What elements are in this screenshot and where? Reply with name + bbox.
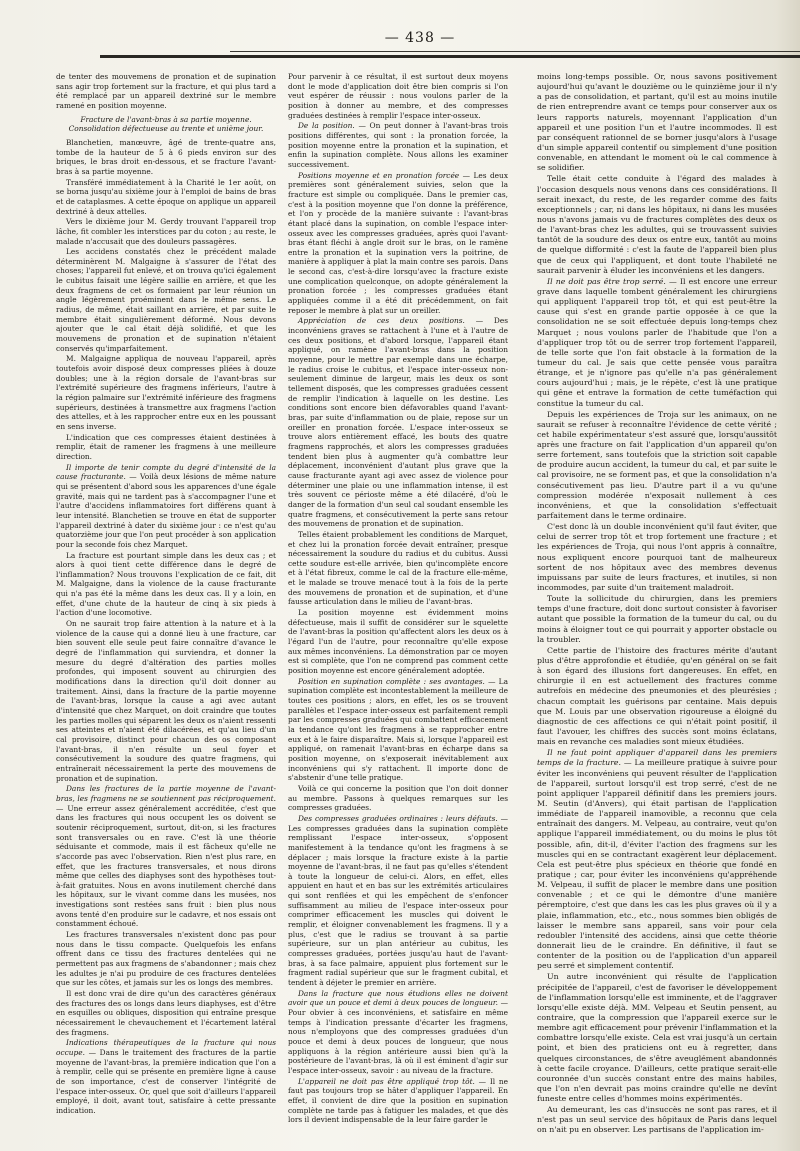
paragraph bbox=[537, 1105, 777, 1135]
paragraph-text: Au demeurant, les cas d'insuccès ne sont pas rares, et il n'est pas un seul service des hôpitaux de Paris dans lequel on n'ait pu en observer. Les partisans de l'application im- bbox=[537, 1105, 777, 1135]
paragraph bbox=[537, 72, 777, 173]
paragraph-text: — La supination complète est incontestablement la meilleure de toutes ces positions ; alors, en effet, les os se trouvent parallèles et l'espace inter-osseux est parfaitement rempli par les compresses graduées qui combattent efficacement la tendance qu'ont les fragmens à se rapprocher entre eux et à le faire disparaître. Mais si, lorsque l'appareil est appliqué, on ramenait l'avant-bras en écharpe dans sa position moyenne, on s'exposerait inévitablement aux inconvéniens qui s'y rattachent. Il importe donc de s'abstenir d'une telle pratique. bbox=[288, 676, 509, 783]
paragraph bbox=[56, 1038, 276, 1115]
paragraph-text: — Il ne faut pas toujours trop se hâter d'appliquer l'appareil. En effet, il convient de dire que la position en supination complète ne tarde pas à fatiguer les malades, et que dès lors il devient indispensable de la leur faire garder le bbox=[288, 1076, 508, 1125]
paragraph-heading: Il ne faut point appliquer d'appareil dans les premiers temps de la fracture. bbox=[537, 748, 777, 768]
paragraph bbox=[56, 551, 276, 619]
paragraph-text: Il est donc vrai de dire qu'un des caractères généraux des fractures des os longs dans leurs diaphyses, est d'être en esquilles ou obliques, disposition qui entraîne presque nécessairement le chevauchement et l'écartement latéral des fragmens. bbox=[56, 989, 276, 1037]
paragraph bbox=[288, 530, 508, 607]
paragraph bbox=[56, 433, 276, 462]
paragraph bbox=[288, 171, 508, 316]
paragraph bbox=[56, 354, 276, 431]
paragraph bbox=[288, 989, 508, 1076]
paragraph-text: Un autre inconvénient qui résulte de l'application précipitée de l'appareil, c'est de favoriser le développement de l'inflammation lorsqu'elle est imminente, et de l'aggraver lorsqu'elle existe déjà. MM. Velpeau et Seutin pensent, au contraire, que la compression que l'appareil exerce sur le membre agit efficacement pour prévenir l'inflammation et la combattre lorsqu'elle existe. Cela est vrai jusqu'à un certain point, et bien des praticiens ont eu à regretter, dans quelques circonstances, de s'être aveuglément abandonnés à cette facile croyance. D'ailleurs, cette pratique serait-elle couronnée d'un succès constant entre des mains habiles, que l'on n'en devrait pas moins craindre qu'elle ne devînt funeste entre celles d'hommes moins expérimentés. bbox=[537, 972, 777, 1104]
paragraph bbox=[288, 121, 508, 169]
paragraph-text: Telle était cette conduite à l'égard des malades à l'occasion desquels nous venons dans ces considérations. Il serait inexact, du reste, de les regarder comme des faits exceptionnels ; car, ni dans les hôpitaux, ni dans les musées nous n'avons jamais vu de fractures complètes des deux os de l'avant-bras chez les adultes, qui se trouvassent suivies tantôt de la soudure des deux os entre eux, tantôt au moins de quelque difformité : c'est la faute de l'appareil bien plus que de ceux qui l'appliquent, et dont toute l'habileté ne saurait parvenir à éluder les inconvéniens et les dangers. bbox=[537, 174, 777, 275]
paragraph-heading: Dans la fracture que nous étudions elles ne doivent avoir que un pouce et demi à deux pouces de longueur. bbox=[288, 988, 508, 1008]
page-header bbox=[70, 30, 770, 58]
paragraph-heading: Des compresses graduées ordinaires : leurs défauts. bbox=[298, 813, 498, 823]
paragraph bbox=[56, 72, 276, 111]
paragraph bbox=[288, 316, 508, 528]
paragraph-text: — Il est encore une erreur grave dans laquelle tombent généralement les chirurgiens qui appliquent l'appareil trop tôt, et qui est peut-être la cause qui s'est en grande partie opposée à ce que la consolidation ne se soit effectuée depuis long-temps chez Marquet ; nous voulons parler de l'habitude que l'on a d'appliquer trop tôt ou de serrer trop fortement l'appareil, de telle sorte que l'on fait obstacle à la formation de la tumeur du cal. Je sais que cette pensée vous paraîtra étrange, et je n'ignore pas qu'elle n'a pas généralement cours aujourd'hui ; mais, je le répète, c'est là une pratique qui gêne et entrave la formation de cette tuméfaction qui constitue la tumeur du cal. bbox=[537, 276, 777, 408]
paragraph-text: moins long-temps possible. Or, nous savons positivement aujourd'hui qu'avant le douzième ou le quinzième jour il n'y a pas de consolidation, et partant, qu'il est au moins inutile de rien entreprendre avant ce temps pour conserver aux os leurs rapports naturels, moyennant l'application d'un appareil et une position l'un et l'autre incommodes. Il est par conséquent rationnel de se borner jusqu'alors à l'usage d'un simple appareil contentif ou simplement d'une position convenable, en attendant le moment où le cal commence à se solidifier. bbox=[537, 72, 777, 173]
paragraph bbox=[537, 522, 777, 593]
paragraph bbox=[537, 277, 777, 409]
paragraph-text: M. Malgaigne appliqua de nouveau l'appareil, après toutefois avoir disposé deux compresses pliées à douze doubles; une à la région dorsale de l'avant-bras sur l'extrémité supérieure des fragmens inférieurs, l'autre à la région palmaire sur l'extrémité inférieure des fragmens supérieurs, destinées à transmettre aux fragmens l'action des attelles, et à les rapprocher entre eux en les poussant en sens inverse. bbox=[56, 354, 276, 431]
paragraph bbox=[288, 814, 508, 988]
paragraph-text: Vers le dixième jour M. Gerdy trouvant l'appareil trop lâche, fit combler les interstices par du coton ; au reste, le malade n'accusait que des douleurs passagères. bbox=[56, 217, 276, 246]
paragraph-heading: Dans les fractures de la partie moyenne de l'avant-bras, les fragmens ne se soutiennent pas réciproquement. bbox=[56, 784, 276, 803]
paragraph bbox=[288, 608, 508, 676]
paragraph-heading: Positions moyenne et en pronation forcée bbox=[298, 170, 460, 180]
paragraph bbox=[537, 972, 777, 1104]
text-column-2 bbox=[288, 72, 508, 1126]
paragraph bbox=[56, 217, 276, 246]
paragraph bbox=[56, 463, 276, 550]
paragraph-text: La position moyenne est évidemment moins défectueuse, mais il suffit de considérer sur le squelette de l'avant-bras la position qu'affectent alors les deux os à l'égard l'un de l'autre, pour reconnaître qu'elle expose aux mêmes inconvéniens. La démonstration par ce moyen est si complète, que l'on ne comprend pas comment cette position moyenne est encore généralement adoptée. bbox=[288, 608, 508, 676]
paragraph-text: Blanchetien, manœuvre, âgé de trente-quatre ans, tombe de la hauteur de 5 à 6 pieds environ sur des briques, le bras droit en-dessous, et se fracture l'avant-bras à sa partie moyenne. bbox=[56, 137, 276, 176]
paragraph-text: de tenter des mouvemens de pronation et de supination sans agir trop fortement sur la fracture, et qui plus tard a été remplacé par un appareil dextriné sur le membre ramené en position moyenne. bbox=[56, 72, 276, 110]
paragraph-text: Depuis les expériences de Troja sur les animaux, on ne saurait se refuser à reconnaître l'évidence de cette vérité ; cet habile expérimentateur s'est assuré que, lorsqu'aussitôt après une fracture on fait l'application d'un appareil qu'on serre fortement, sans toutefois que la striction soit capable de produire aucun accident, la tumeur du cal, et par suite le cal provisoire, ne se forment pas, et que la consolidation n'a consécutivement pas lieu. D'autre part il a vu qu'une compression modérée n'exposait nullement à ces inconvéniens, et que la consolidation s'effectuait parfaitement dans le terme ordinaire. bbox=[537, 409, 777, 521]
paragraph-text: C'est donc là un double inconvénient qu'il faut éviter, que celui de serrer trop tôt et trop fortement une fracture ; et les expériences de Troja, qui nous l'ont appris à connaître, nous expliquent encore pourquoi tant de malheureux sortent de nos hôpitaux avec des membres devenus impuissans par suite de leurs fractures, et inutiles, si non incommodes, par suite d'un traitement maladroit. bbox=[537, 522, 777, 593]
paragraph bbox=[288, 677, 508, 783]
paragraph bbox=[56, 930, 276, 988]
paragraph-text: — Dans le traitement des fractures de la partie moyenne de l'avant-bras, la première indication que l'on a à remplir, celle qui se présente en première ligne à cause de son importance, c'est de conserver l'intégrité de l'espace inter-osseux. Or, quel que soit d'ailleurs l'appareil employé, il doit, avant tout, satisfaire à cette pressante indication. bbox=[56, 1047, 276, 1115]
paragraph-text: — Les compresses graduées dans la supination complète remplissant l'espace inter-osseux, s'opposent manifestement à la tendance qu'ont les fragmens à se déplacer ; mais lorsque la fracture existe à la partie moyenne de l'avant-bras, il ne faut pas qu'elles s'étendent à toute la longueur de celui-ci. Alors, en effet, elles appuient en haut et en bas sur les extrémités articulaires qui sont renflées et qui les empêchent de s'enfoncer suffisamment au milieu de l'espace inter-osseux pour comprimer efficacement les muscles qui doivent le remplir, et éloigner convenablement les fragmens. Il y a plus, c'est que le radius se trouvant à sa partie supérieure, sur un plan antérieur au cubitus, les compresses graduées, portées jusqu'au haut de l'avant-bras, à sa face palmaire, appuient plus fortement sur le fragment radial supérieur que sur le fragment cubital, et tendent à déjeter le premier en arrière. bbox=[288, 813, 508, 988]
paragraph-text: On ne saurait trop faire attention à la nature et à la violence de la cause qui a donné lieu à une fracture, car bien souvent elle seule peut faire connaître d'avance le degré de l'inflammation qui surviendra, et donner la mesure du degré d'altération des parties molles profondes, qui imposent souvent au chirurgien des modifications dans la direction qu'il doit donner au traitement. Ainsi, dans la fracture de la partie moyenne de l'avant-bras, lorsque la cause a agi avec autant d'intensité que chez Marquet, on doit craindre que toutes les parties molles qui séparent les deux os n'aient ressenti ses atteintes et n'aient été dilacérées, et qu'au lieu d'un cal provisoire, distinct pour chacun des os composant l'avant-bras, il n'en résulte un seul foyer et consécutivement la soudure des quatre fragmens, qui entraînerait nécessairement la perte des mouvemens de pronation et de supination. bbox=[56, 619, 276, 783]
paragraph-heading: Fracture de l'avant-bras à sa partie moyenne. Consolidation défectueuse au trente et unième jour. bbox=[68, 114, 264, 134]
paragraph bbox=[56, 247, 276, 353]
paragraph bbox=[537, 748, 777, 971]
paragraph bbox=[56, 784, 276, 929]
paragraph bbox=[288, 72, 508, 120]
paragraph bbox=[537, 594, 777, 645]
paragraph bbox=[56, 178, 276, 217]
paragraph-text: — Voilà deux lésions de même nature qui se présentent d'abord sous les apparences d'une égale gravité, mais qui ne tardent pas à s'accompagner l'une et l'autre d'accidens inflammatoires fort différens quant à leur intensité. Blanchetien se trouve en état de supporter l'appareil dextriné à dater du sixième jour : ce n'est qu'au quatorzième jour que l'on peut procéder à son application pour la seconde fois chez Marquet. bbox=[56, 472, 276, 549]
paragraph-heading: Il ne doit pas être trop serré. bbox=[547, 276, 666, 286]
paragraph-heading: Indications thérapeutiques de la fracture qui nous occupe. bbox=[56, 1038, 276, 1057]
paragraph-text: — Des inconvéniens graves se rattachent à l'une et à l'autre de ces deux positions, et d'abord lorsque, l'appareil étant appliqué, on ramène l'avant-bras dans la position moyenne, pour le mettre par exemple dans une écharpe, le radius croise le cubitus, et l'espace inter-osseux non-seulement diminue de largeur, mais les deux os sont tellement disposés, que les compresses graduées cessent de remplir l'indication à laquelle on les destine. Les conditions sont encore bien défavorables quand l'avant-bras, par suite d'inflammation ou de plaie, repose sur un oreiller en pronation forcée. L'espace inter-osseux se trouve alors entièrement effacé, les bouts des quatre fragmens rapprochés, et alors les compresses graduées tendent bien plus à augmenter qu'à combattre leur déplacement, inconvénient d'autant plus grave que la cause fracturante ayant agi avec assez de violence pour déterminer une plaie ou une inflammation intense, il est très souvent ce périoste même a été dilacéré, d'où le danger de la formation d'un seul cal soudant ensemble les quatre fragmens, et consécutivement la perte sans retour des mouvemens de pronation et de supination. bbox=[288, 316, 508, 529]
header-thin-rule bbox=[230, 51, 800, 52]
paragraph-text: — La meilleure pratique à suivre pour éviter les inconvéniens qui peuvent résulter de l'application de l'appareil, surtout lorsqu'il est trop serré, c'est de ne point appliquer l'appareil définitif dans les premiers jours. M. Seutin (d'Anvers), qui était partisan de l'application immédiate de l'appareil inamovible, a reconnu que cela entraînait des dangers. M. Velpeau, au contraire, veut qu'on applique l'appareil immédiatement, ou du moins le plus tôt possible, afin, dit-il, d'éviter l'action des fragmens sur les muscles qui en se contractant exagèrent leur déplacement. Cela est peut-être plus spécieux en théorie que fondé en pratique ; car, pour éviter les inconvéniens qu'appréhende M. Velpeau, il suffit de placer le membre dans une position convenable ; et ce qui le démontre d'une manière péremptoire, c'est que dans les cas les plus graves où il y a plaie, inflammation, etc., etc., nous sommes bien obligés de laisser le membre sans appareil, sans voir pour cela redoubler l'intensité des accidens, ainsi que cette théorie donnerait lieu de le craindre. En définitive, il faut se contenter de la position ou de l'application d'un appareil peu serré et simplement contentif. bbox=[537, 758, 778, 971]
paragraph-text: Pour parvenir à ce résultat, il est surtout deux moyens dont le mode d'application doit être bien compris si l'on veut espérer de réussir : nous voulons parler de la position à donner au membre, et des compresses graduées destinées à remplir l'espace inter-osseux. bbox=[288, 72, 508, 120]
paragraph-text: Les fractures transversales n'existent donc pas pour nous dans le tissu compacte. Quelquefois les enfans offrent dans ce tissu des fractures dentelées qui ne permettent pas aux fragmens de s'abandonner ; mais chez les adultes je n'ai pu produire de ces fractures dentelées que sur les côtes, et jamais sur les os longs des membres. bbox=[56, 930, 276, 988]
paragraph-text: — On peut donner à l'avant-bras trois positions différentes, qui sont : la pronation forcée, la position moyenne entre la pronation et la supination, et enfin la supination complète. Nous allons les examiner successivement. bbox=[288, 121, 508, 169]
paragraph bbox=[288, 784, 508, 813]
paragraph-heading: Il importe de tenir compte du degré d'intensité de la cause fracturante. bbox=[56, 462, 276, 482]
paragraph bbox=[537, 174, 777, 275]
paragraph-text: Transféré immédiatement à la Charité le 1er août, on se borna jusqu'au sixième jour à l'emploi de bains de bras et de cataplasmes. A cette époque on applique un appareil dextriné à deux attelles. bbox=[56, 177, 277, 216]
paragraph-text: Les accidens constatés chez le précédent malade déterminèrent M. Malgaigne à s'assurer de l'état des choses; l'appareil fut enlevé, et on trouva qu'ici également le cubitus faisait une légère saillie en arrière, et que les deux fragmens de cet os formaient par leur réunion un angle légèrement proéminent dans le même sens. Le radius, de même, était saillant en arrière, et par suite le membre était singulièrement déformé. Nous devons ajouter que le cal était déjà solidifié, et que les mouvemens de pronation et de supination n'étaient conservés qu'imparfaitement. bbox=[56, 247, 276, 353]
paragraph-text: Voilà ce qui concerne la position que l'on doit donner au membre. Passons à quelques remarques sur les compresses graduées. bbox=[288, 783, 508, 813]
paragraph-text: — Les deux premières sont généralement suivies, selon que la fracture est simple ou compliquée. Dans le premier cas, c'est à la position moyenne que l'on donne la préférence, et l'on y procède de la manière suivante : l'avant-bras étant placé dans la supination, on comble l'espace inter-osseux avec les compresses graduées, après quoi l'avant-bras étant fléchi à angle droit sur le bras, on le ramène entre la pronation et la supination vers la poitrine, de manière à appliquer à plat la main contre ses parois. Dans le second cas, c'est-à-dire lorsqu'avec la fracture existe une complication quelconque, on adopte généralement la pronation forcée ; les compresses graduées étant appliquées comme il a été dit précédemment, on fait reposer le membre à plat sur un oreiller. bbox=[288, 170, 508, 315]
paragraph-text: Telles étaient probablement les conditions de Marquet, et chez lui la pronation forcée devait entraîner, presque nécessairement la soudure du radius et du cubitus. Aussi cette soudure est-elle arrivée, bien qu'incomplète encore et à l'état fibreux, comme le cal de la fracture elle-même, et le malade se trouve menacé tout à la fois de la perte des mouvemens de pronation et de supination, et d'une fausse articulation dans le milieu de l'avant-bras. bbox=[288, 529, 508, 607]
paragraph bbox=[56, 619, 276, 783]
header-rule bbox=[100, 55, 800, 58]
paragraph-heading: L'appareil ne doit pas être appliqué trop tôt. bbox=[298, 1076, 475, 1086]
page-number: — 438 — bbox=[384, 30, 456, 46]
paragraph bbox=[537, 410, 777, 522]
paragraph bbox=[56, 989, 276, 1037]
paragraph-heading: Appréciation de ces deux positions. bbox=[298, 316, 465, 326]
paragraph bbox=[56, 138, 276, 177]
paragraph-text: L'indication que ces compresses étaient destinées à remplir, était de ramener les fragmens à une meilleure direction. bbox=[56, 432, 276, 461]
paragraph bbox=[56, 115, 276, 134]
paragraph bbox=[288, 1077, 508, 1125]
paragraph bbox=[537, 646, 777, 747]
paragraph-text: Cette partie de l'histoire des fractures mérite d'autant plus d'être approfondie et étudiée, qu'en général on se fait à son égard des illusions fort dangereuses. En effet, en chirurgie il en est actuellement des fractures comme autrefois en médecine des pneumonies et des pleurésies ; chacun comptait les guérisons par centaine. Mais depuis que M. Louis par une observation rigoureuse a éloigné du diagnostic de ces affections ce qui n'était point positif, il faut l'avouer, les chiffres des succès sont moins éclatans, mais en revanche ces maladies sont mieux étudiées. bbox=[537, 645, 777, 747]
paragraph-heading: De la position. bbox=[298, 121, 355, 131]
paragraph-text: — Une erreur assez généralement accréditée, c'est que dans les fractures qui nous occupent les os doivent se soutenir réciproquement, surtout, dit-on, si les fractures sont transversales ou en rave. C'est là une théorie séduisante et commode, mais il est fâcheux qu'elle ne s'accorde pas avec l'observation. Rien n'est plus rare, en effet, que les fractures transversales, et nous dirons même que celles des diaphyses sont des hypothèses tout-à-fait gratuites. Nous en avons inutilement cherché dans les hôpitaux, sur le vivant comme dans les musées, nos investigations sont restées sans fruit : bien plus nous avons tenté d'en produire sur le cadavre, et nos essais ont constamment échoué. bbox=[56, 803, 276, 929]
text-column-3 bbox=[537, 72, 777, 1137]
paragraph-text: — Pour obvier à ces inconvéniens, et satisfaire en même temps à l'indication pressante d'écarter les fragmens, nous n'employons que des compresses graduées d'un pouce et demi à deux pouces de longueur, que nous appliquons à la région antérieure aussi bien qu'à la postérieure de l'avant-bras, là où il est éminent d'agir sur l'espace inter-osseux, savoir : au niveau de la fracture. bbox=[288, 998, 508, 1075]
paragraph-text: La fracture est pourtant simple dans les deux cas ; et alors à quoi tient cette différence dans le degré de l'inflammation? Nous trouvons l'explication de ce fait, dit M. Malgaigne, dans la violence de la cause fracturante qui n'a pas été la même dans les deux cas. Il y a loin, en effet, d'une chute de la hauteur de cinq à six pieds à l'action d'une locomotive. bbox=[56, 550, 276, 618]
paragraph-text: Toute la sollicitude du chirurgien, dans les premiers temps d'une fracture, doit donc surtout consister à favoriser autant que possible la formation de la tumeur du cal, ou du moins à éloigner tout ce qui pourrait y apporter obstacle ou la troubler. bbox=[537, 594, 777, 644]
paragraph-heading: Position en supination complète : ses avantages. bbox=[298, 676, 485, 686]
text-column-1 bbox=[56, 72, 276, 1117]
